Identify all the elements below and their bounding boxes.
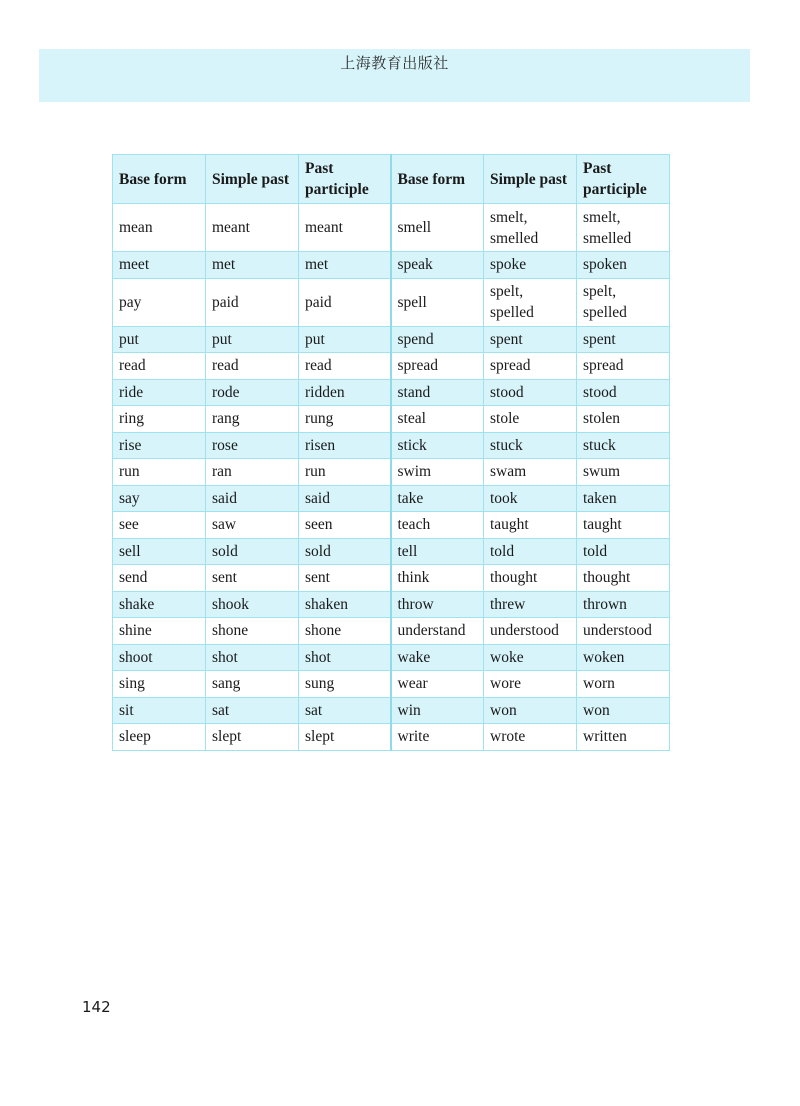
table-cell: read [113, 353, 206, 380]
table-cell: rode [206, 379, 299, 406]
table-cell: say [113, 485, 206, 512]
page-number: 142 [82, 998, 111, 1016]
table-cell: meant [299, 204, 391, 252]
table-cell: sold [206, 538, 299, 565]
table-cell: sat [206, 697, 299, 724]
publisher-header-band [39, 49, 750, 102]
table-cell: saw [206, 512, 299, 539]
table-body [113, 204, 670, 751]
table-cell: run [299, 459, 391, 486]
table-row [113, 591, 670, 618]
table-cell: read [206, 353, 299, 380]
table-cell: speak [391, 252, 484, 279]
table-row [113, 326, 670, 353]
table-cell: spell [391, 278, 484, 326]
table-cell: sold [299, 538, 391, 565]
table-cell: put [299, 326, 391, 353]
table-cell: shone [299, 618, 391, 645]
table-cell: think [391, 565, 484, 592]
table-row [113, 671, 670, 698]
table-cell: swum [577, 459, 670, 486]
table-row [113, 724, 670, 751]
table-cell: worn [577, 671, 670, 698]
table-cell: spelt, spelled [484, 278, 577, 326]
table-cell: stood [577, 379, 670, 406]
table-cell: wrote [484, 724, 577, 751]
table-cell: take [391, 485, 484, 512]
table-cell: won [484, 697, 577, 724]
table-cell: ridden [299, 379, 391, 406]
table-cell: spend [391, 326, 484, 353]
table-cell: spent [484, 326, 577, 353]
table-row [113, 459, 670, 486]
table-cell: woke [484, 644, 577, 671]
table-cell: spread [577, 353, 670, 380]
table-row [113, 204, 670, 252]
table-row [113, 252, 670, 279]
header-base-form: Base form [113, 155, 206, 204]
table-cell: spelt, spelled [577, 278, 670, 326]
table-cell: smelt, smelled [577, 204, 670, 252]
table-cell: stuck [577, 432, 670, 459]
table-cell: shaken [299, 591, 391, 618]
table-cell: shoot [113, 644, 206, 671]
table-cell: ran [206, 459, 299, 486]
table-cell: told [484, 538, 577, 565]
table-cell: spoken [577, 252, 670, 279]
table-cell: run [113, 459, 206, 486]
table-cell: paid [206, 278, 299, 326]
table-cell: sing [113, 671, 206, 698]
table-cell: understood [484, 618, 577, 645]
table-cell: shot [206, 644, 299, 671]
table-cell: said [206, 485, 299, 512]
table-cell: sell [113, 538, 206, 565]
header-simple-past: Simple past [206, 155, 299, 204]
table-cell: woken [577, 644, 670, 671]
table-cell: pay [113, 278, 206, 326]
table-cell: thrown [577, 591, 670, 618]
table-cell: understood [577, 618, 670, 645]
table-cell: stuck [484, 432, 577, 459]
table-cell: told [577, 538, 670, 565]
table-cell: risen [299, 432, 391, 459]
table-cell: ring [113, 406, 206, 433]
table-cell: thought [484, 565, 577, 592]
table-cell: throw [391, 591, 484, 618]
table-cell: took [484, 485, 577, 512]
table-cell: met [206, 252, 299, 279]
table-row [113, 538, 670, 565]
table-cell: sit [113, 697, 206, 724]
table-cell: mean [113, 204, 206, 252]
header-past-participle: Past participle [577, 155, 670, 204]
table-cell: write [391, 724, 484, 751]
table-cell: smell [391, 204, 484, 252]
table-cell: spoke [484, 252, 577, 279]
table-cell: ride [113, 379, 206, 406]
publisher-name: 上海教育出版社 [340, 54, 449, 72]
table-cell: paid [299, 278, 391, 326]
table-cell: rose [206, 432, 299, 459]
table-cell: sent [299, 565, 391, 592]
table-row [113, 353, 670, 380]
table-cell: put [113, 326, 206, 353]
table-row [113, 644, 670, 671]
table-row [113, 618, 670, 645]
table-cell: sung [299, 671, 391, 698]
table-cell: sent [206, 565, 299, 592]
table-cell: read [299, 353, 391, 380]
table-cell: smelt, smelled [484, 204, 577, 252]
table-cell: stole [484, 406, 577, 433]
table-cell: shot [299, 644, 391, 671]
table-cell: understand [391, 618, 484, 645]
table-cell: see [113, 512, 206, 539]
table-cell: rang [206, 406, 299, 433]
table-row [113, 485, 670, 512]
table-header-row [113, 155, 670, 204]
table-row [113, 379, 670, 406]
table-cell: sat [299, 697, 391, 724]
table-cell: shake [113, 591, 206, 618]
table-cell: slept [299, 724, 391, 751]
table-cell: taught [577, 512, 670, 539]
table-cell: said [299, 485, 391, 512]
table-row [113, 432, 670, 459]
header-past-participle: Past participle [299, 155, 391, 204]
irregular-verbs-table [112, 154, 670, 751]
header-simple-past: Simple past [484, 155, 577, 204]
table-cell: tell [391, 538, 484, 565]
table-cell: thought [577, 565, 670, 592]
table-cell: met [299, 252, 391, 279]
table-cell: meant [206, 204, 299, 252]
table-cell: won [577, 697, 670, 724]
table-cell: stolen [577, 406, 670, 433]
table-cell: shook [206, 591, 299, 618]
table-cell: swam [484, 459, 577, 486]
table-cell: wore [484, 671, 577, 698]
table-row [113, 278, 670, 326]
table-cell: meet [113, 252, 206, 279]
table-row [113, 565, 670, 592]
table-cell: stand [391, 379, 484, 406]
table-cell: teach [391, 512, 484, 539]
table-row [113, 406, 670, 433]
table-cell: wear [391, 671, 484, 698]
table-cell: swim [391, 459, 484, 486]
table-cell: spread [391, 353, 484, 380]
table-cell: slept [206, 724, 299, 751]
table-cell: steal [391, 406, 484, 433]
table-cell: win [391, 697, 484, 724]
table-cell: send [113, 565, 206, 592]
table-cell: rung [299, 406, 391, 433]
table-cell: rise [113, 432, 206, 459]
table-cell: taken [577, 485, 670, 512]
table-cell: written [577, 724, 670, 751]
table-cell: sleep [113, 724, 206, 751]
table-cell: sang [206, 671, 299, 698]
table-cell: threw [484, 591, 577, 618]
table-cell: wake [391, 644, 484, 671]
table-cell: stood [484, 379, 577, 406]
table-cell: shine [113, 618, 206, 645]
table-cell: put [206, 326, 299, 353]
table-cell: stick [391, 432, 484, 459]
table-cell: seen [299, 512, 391, 539]
table-row [113, 697, 670, 724]
header-base-form: Base form [391, 155, 484, 204]
table-row [113, 512, 670, 539]
table-cell: taught [484, 512, 577, 539]
table-cell: spent [577, 326, 670, 353]
table-cell: spread [484, 353, 577, 380]
table-cell: shone [206, 618, 299, 645]
